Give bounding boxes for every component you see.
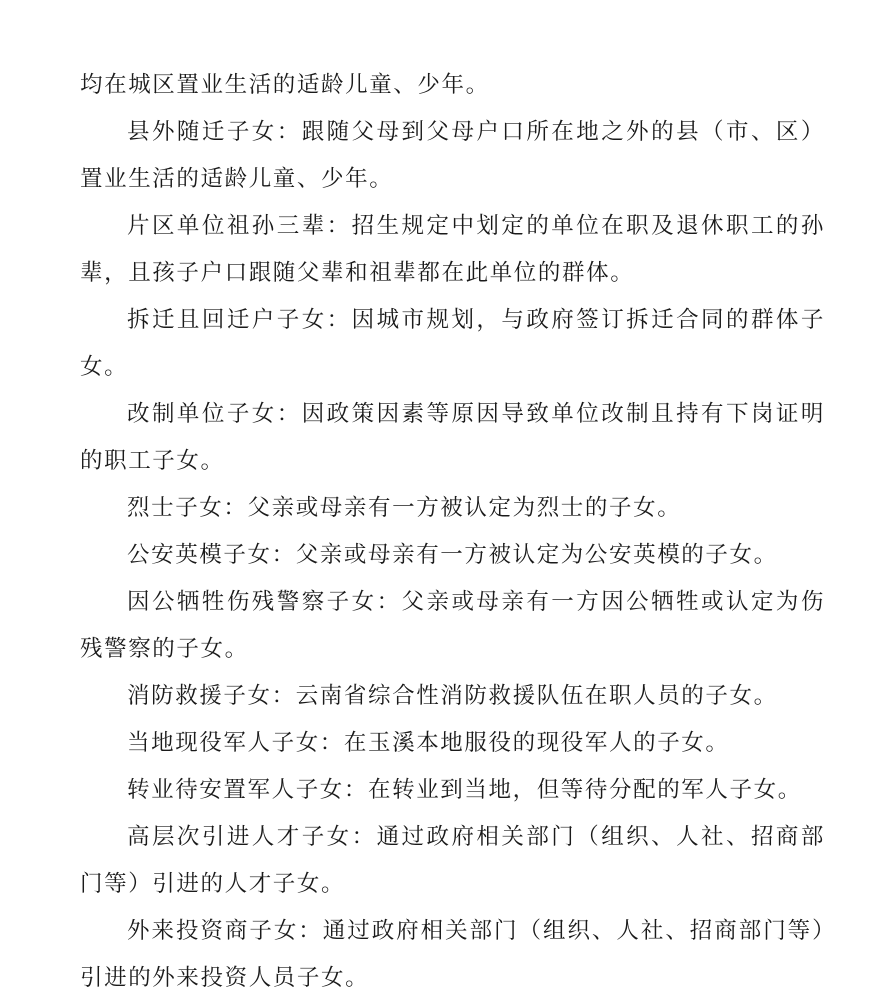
paragraph-demobilized-military-children: 转业待安置军人子女：在转业到当地，但等待分配的军人子女。 (127, 777, 802, 803)
paragraph-out-of-county-migrant-children: 县外随迁子女：跟随父母到父母户口所在地之外的县（市、区）置业生活的适龄儿童、少年。 (80, 119, 825, 192)
paragraph-police-hero-children: 公安英模子女：父亲或母亲有一方被认定为公安英模的子女。 (127, 542, 778, 568)
paragraph-martyr-children: 烈士子女：父亲或母亲有一方被认定为烈士的子女。 (127, 495, 682, 521)
paragraph-unit-three-generations: 片区单位祖孙三辈：招生规定中划定的单位在职及退休职工的孙辈，且孩子户口跟随父辈和祖辈都在此单位的群体。 (80, 213, 825, 286)
paragraph-high-level-talent-children: 高层次引进人才子女：通过政府相关部门（组织、人社、招商部门等）引进的人才子女。 (80, 824, 825, 897)
paragraph-restructured-unit-children: 改制单位子女：因政策因素等原因导致单位改制且持有下岗证明的职工子女。 (80, 401, 825, 474)
paragraph-investor-children: 外来投资商子女：通过政府相关部门（组织、人社、招商部门等）引进的外来投资人员子女。 (80, 918, 825, 991)
document-body (80, 62, 825, 1002)
paragraph-injured-police-children: 因公牺牲伤残警察子女：父亲或母亲有一方因公牺牲或认定为伤残警察的子女。 (80, 589, 825, 662)
paragraph-continuation: 均在城区置业生活的适龄儿童、少年。 (80, 72, 490, 98)
paragraph-fire-rescue-children: 消防救援子女：云南省综合性消防救援队伍在职人员的子女。 (127, 683, 778, 709)
paragraph-active-military-children: 当地现役军人子女：在玉溪本地服役的现役军人的子女。 (127, 730, 730, 756)
paragraph-relocation-households: 拆迁且回迁户子女：因城市规划，与政府签订拆迁合同的群体子女。 (80, 307, 825, 380)
